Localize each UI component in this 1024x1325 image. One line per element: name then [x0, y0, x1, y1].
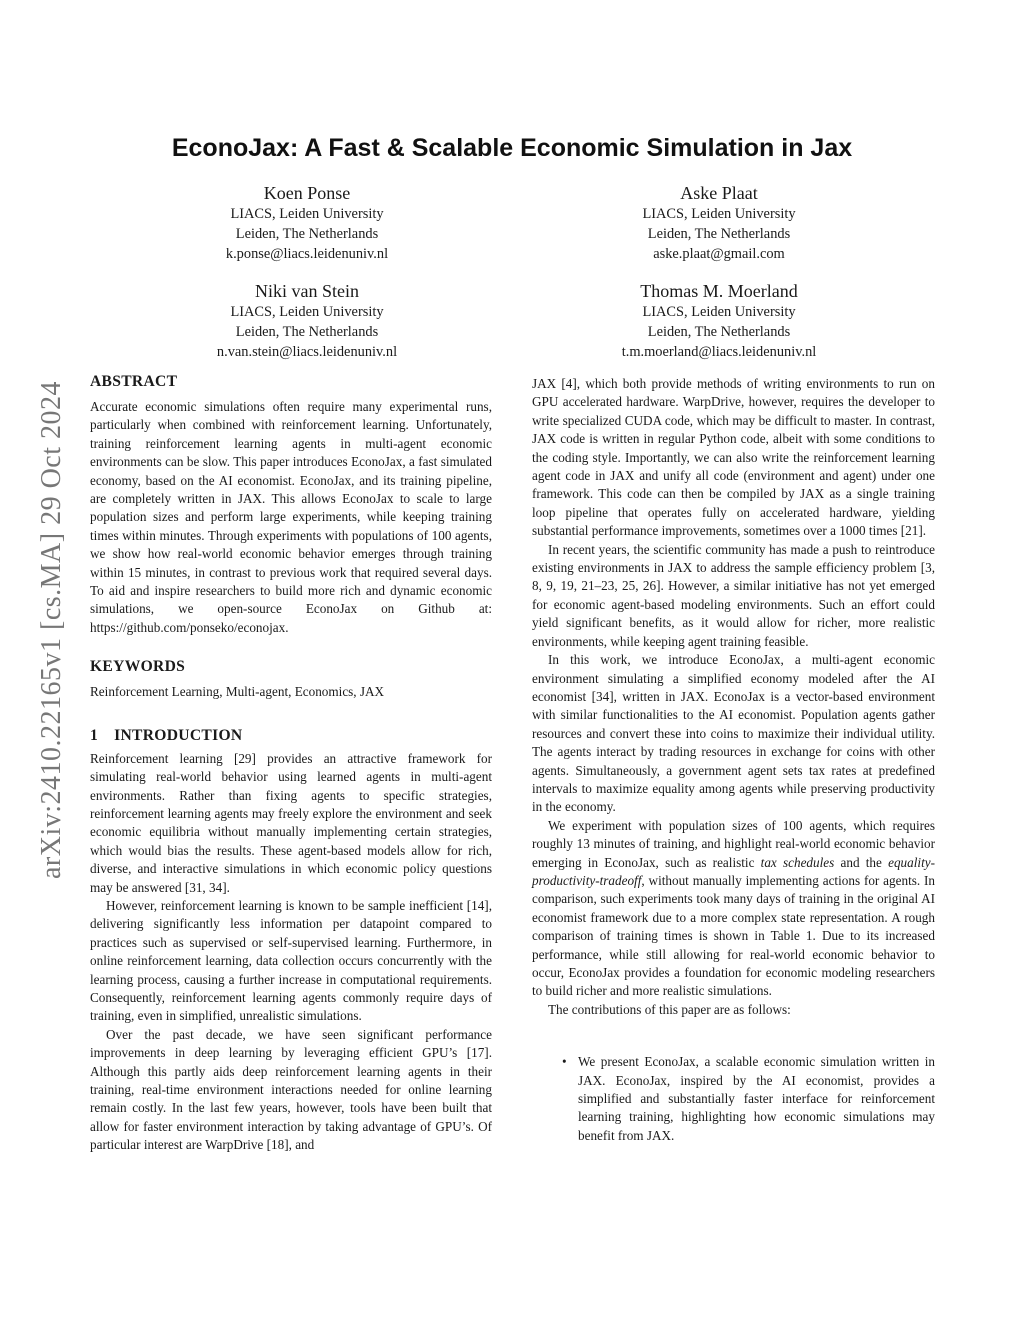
author-affiliation: LIACS, Leiden University — [230, 304, 384, 320]
arxiv-identifier-text: arXiv:2410.22165v1 [cs.MA] 29 Oct 2024 — [36, 380, 67, 880]
author-affiliation: LIACS, Leiden University — [642, 304, 796, 320]
author-name: Niki van Stein — [255, 281, 359, 301]
intro-paragraph-8: The contributions of this paper are as follows: — [548, 1001, 791, 1017]
author-location: Leiden, The Netherlands — [647, 225, 791, 242]
author-block-2 — [569, 181, 869, 264]
intro-p7-part-c: , without manually implementing actions for agents. In comparison, such experiments took many days of training in the original AI economist framework due to a more complex state representation. A rough comparison of training times is shown in Table 1. Due to its increased performance, while still allowing for real-world economic behavior to occur, EconoJax provides a foundation for economic modeling researchers to build richer and more realistic simulations. — [532, 872, 935, 999]
arxiv-identifier — [32, 350, 72, 910]
paper-title: EconoJax: A Fast & Scalable Economic Simulation in Jax — [171, 134, 853, 162]
keywords-heading: KEYWORDS — [90, 658, 186, 676]
author-name: Koen Ponse — [263, 183, 351, 203]
author-location: Leiden, The Netherlands — [235, 323, 379, 340]
author-block-1 — [157, 181, 457, 264]
author-email[interactable]: n.van.stein@liacs.leidenuniv.nl — [216, 343, 398, 360]
author-location: Leiden, The Netherlands — [235, 225, 379, 242]
author-block-3 — [157, 279, 457, 362]
bullet-icon: • — [562, 1054, 567, 1070]
intro-paragraph-3: Over the past decade, we have seen significant performance improvements in deep learning by leveraging efficient GPU’s [17]. Although this partly aids deep reinforcement learning agents in their training, real-time environment interactions needed for online learning remain costly. In the last few years, however, tools have been built that allow for faster environment interaction by taking advantage of GPU’s. Of particular interest are WarpDrive [18], and — [90, 1026, 492, 1153]
section-title: INTRODUCTION — [114, 726, 243, 744]
intro-paragraph-2: However, reinforcement learning is known to be sample inefficient [14], delivering significantly less information per datapoint compared to practices such as supervised or self-supervised learning. Furthermore, in online reinforcement learning, data collection occurs concurrently with the learning process, causing a further increase in computational requirements. Consequently, reinforcement learning agents commonly require days of training, even in simplified, unrealistic simulations. — [90, 897, 492, 1024]
author-affiliation: LIACS, Leiden University — [642, 206, 796, 222]
left-column — [90, 372, 492, 1155]
list-item — [532, 1053, 935, 1145]
author-affiliation: LIACS, Leiden University — [230, 206, 384, 222]
section-number: 1 — [90, 726, 99, 744]
intro-paragraph-1: Reinforcement learning [29] provides an attractive framework for simulating real-world behavior using learned agents in multi-agent environments. Rather than fixing agents to specific strategies, reinforcement learning agents may freely explore the environment and seek economic equilibria without manually implementing certain strategies, which would bias the results. These agent-based models allow for rich, diverse, and interactive simulations in which economic policy questions may be answered [31, 34]. — [90, 750, 492, 895]
right-column — [532, 375, 935, 1145]
abstract-heading: ABSTRACT — [90, 373, 178, 390]
contribution-text: We present EconoJax, a scalable economic simulation written in JAX. EconoJax, inspired by the AI economist, provides a simplified and substantially faster interface for reinforcement learning training, highlighting how economic simulations may benefit from JAX. — [578, 1054, 935, 1143]
author-email[interactable]: aske.plaat@gmail.com — [653, 245, 785, 262]
author-email[interactable]: t.m.moerland@liacs.leidenuniv.nl — [621, 343, 817, 360]
keywords-text: Reinforcement Learning, Multi-agent, Economics, JAX — [90, 684, 385, 700]
author-name: Thomas M. Moerland — [640, 281, 798, 301]
author-location: Leiden, The Netherlands — [647, 323, 791, 340]
intro-p7-part-b: and the — [834, 854, 889, 870]
intro-p7-emphasis-tax: tax schedules — [760, 854, 835, 870]
intro-paragraph-4: JAX [4], which both provide methods of writing environments to run on GPU accelerated hardware. WarpDrive, however, requires the developer to write specialized CUDA code, which may be difficult to master. In contrast, JAX code is written in regular Python code, albeit with some conditions to the coding style. Importantly, we can also write the reinforcement learning agent code in JAX and unify all code (environment and agent) under one framework. This code can then be compiled by JAX as a single training loop pipeline that operates fully on accelerated hardware, yielding substantial performance improvements, sometimes over a 1000 times [21]. — [532, 376, 935, 539]
intro-paragraph-6: In this work, we introduce EconoJax, a multi-agent economic environment simulating a simplified economy modeled after the AI economist [34], written in JAX. EconoJax is a vector-based environment with similar functionalities to the AI economist. Population agents gather resources and convert these into coins to maximize their individual utility. The agents interact by trading resources in exchange for coins with other agents. Simultaneously, a government agent sets tax rates at predefined intervals to maximize equality among agents while preserving productivity in the economy. — [532, 652, 935, 815]
intro-paragraph-7 — [532, 817, 935, 1001]
intro-p7-part-a: We experiment with population sizes of 100 agents, which requires roughly 13 minutes of training, and highlight real-world economic behavior emerging in EconoJax, such as realistic — [532, 817, 935, 870]
contributions-list — [532, 1053, 935, 1145]
author-name: Aske Plaat — [680, 183, 758, 203]
author-block-4 — [569, 279, 869, 362]
abstract-text: Accurate economic simulations often require many experimental runs, particularly when combined with reinforcement learning. Unfortunately, training reinforcement learning agents in multi-agent economic environments can be slow. This paper introduces EconoJax, a fast simulated economy, based on the AI economist. EconoJax, and its training pipeline, are completely written in JAX. This allows EconoJax to scale to large population sizes and perform large experiments, while keeping training times within minutes. Through experiments with populations of 100 agents, we show how real-world economic behavior emerges through training within 15 minutes, in contrast to previous work that required several days. To aid and inspire researchers to build more rich and dynamic economic simulations, we open-source EconoJax on Github at: https://github.com/ponseko/econojax. — [90, 399, 492, 635]
author-email[interactable]: k.ponse@liacs.leidenuniv.nl — [225, 245, 389, 262]
introduction-heading — [90, 726, 492, 746]
intro-p7-emphasis-tradeoff: equality-productivity-tradeoff — [532, 854, 935, 888]
intro-paragraph-5: In recent years, the scientific community has made a push to reintroduce existing environments in JAX to address the sample efficiency problem [3, 8, 9, 19, 21–23, 25, 26]. However, a similar initiative has not yet emerged for economic agent-based modeling environments. Such an effort could yield significant benefits, as it would allow for richer, more realistic environments, while keeping agent training feasible. — [532, 541, 935, 649]
